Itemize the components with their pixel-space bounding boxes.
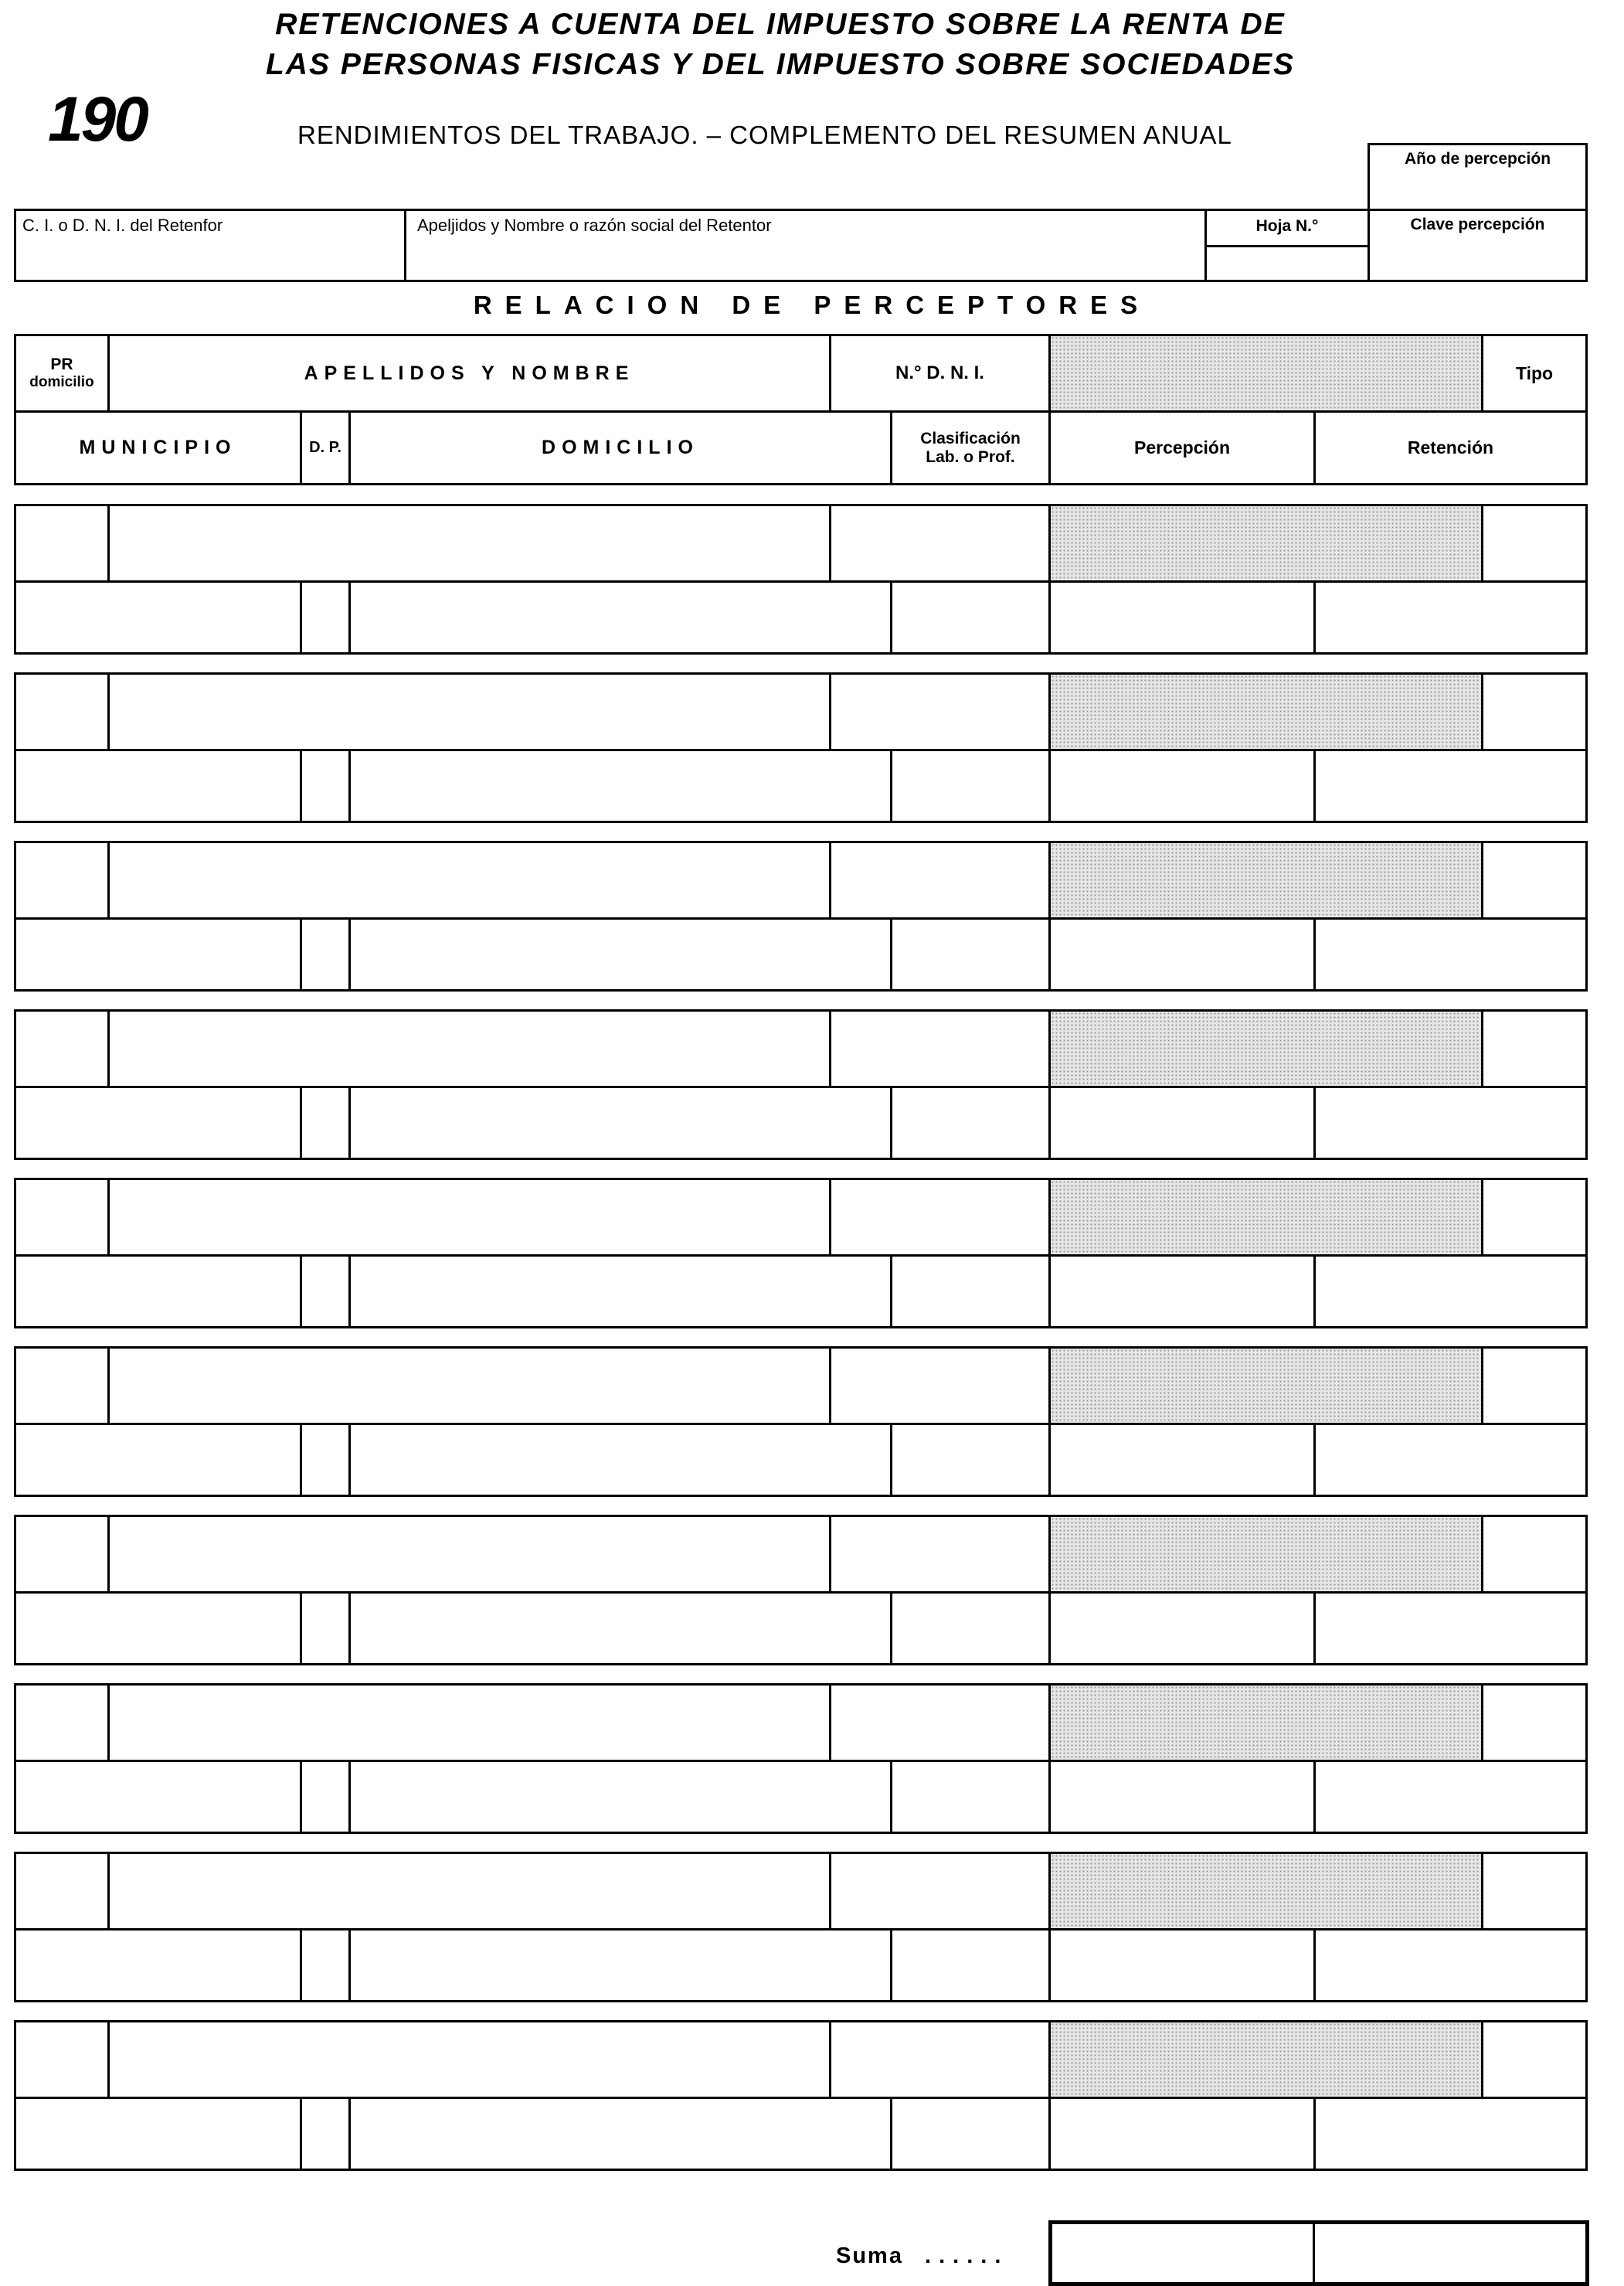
entry-clasificacion-field[interactable] [892,1088,1048,1158]
entry-tipo-field[interactable] [1483,1686,1585,1760]
entry-retencion-field[interactable] [1316,1425,1585,1495]
entry-municipio-field[interactable] [16,1594,300,1663]
entry-municipio-field[interactable] [16,1257,300,1326]
entry-dp-field[interactable] [302,1088,348,1158]
anio-percepcion-label: Año de percepción [1404,150,1551,168]
entry-dni-field[interactable] [831,1012,1048,1086]
col-pr-domicilio [16,336,107,410]
entry-dni-field[interactable] [831,1349,1048,1423]
entry-clasificacion-field[interactable] [892,1931,1048,2000]
entry-dni-field[interactable] [831,1854,1048,1928]
entry-shaded-area [1051,1180,1481,1254]
entry-apellidos-field[interactable] [110,1854,829,1928]
nombre-retenedor-label: Apeljidos y Nombre o razón social del Retentor [417,216,772,235]
col-retencion: Retención [1407,437,1494,458]
column-header-block [14,334,1588,485]
entry-pr-field[interactable] [16,1012,107,1086]
perceptor-entry [14,841,1588,992]
entry-apellidos-field[interactable] [110,843,829,917]
entry-pr-field[interactable] [16,843,107,917]
entry-tipo-field[interactable] [1483,1349,1585,1423]
entry-percepcion-field[interactable] [1051,1088,1313,1158]
entry-dni-field[interactable] [831,675,1048,749]
suma-retencion-field[interactable] [1315,2224,1585,2282]
entry-domicilio-field[interactable] [351,1762,890,1832]
perceptor-entry [14,1852,1588,2002]
entry-tipo-field[interactable] [1483,1517,1585,1591]
entry-shaded-area [1051,1349,1481,1423]
entry-municipio-field[interactable] [16,1762,300,1832]
entry-percepcion-field[interactable] [1051,583,1313,652]
entry-percepcion-field[interactable] [1051,1594,1313,1663]
cif-retenedor-label: C. I. o D. N. I. del Retenfor [22,216,223,235]
entry-pr-field[interactable] [16,1517,107,1591]
suma-totals-box [1048,2220,1589,2286]
entry-domicilio-field[interactable] [351,1594,890,1663]
entry-dni-field[interactable] [831,1180,1048,1254]
entry-apellidos-field[interactable] [110,675,829,749]
nombre-retenedor-field[interactable] [406,211,1204,280]
col-pr-label: PR [50,355,73,373]
entry-apellidos-field[interactable] [110,1012,829,1086]
entry-dni-field[interactable] [831,1686,1048,1760]
entry-pr-field[interactable] [16,1854,107,1928]
entry-tipo-field[interactable] [1483,2022,1585,2097]
entry-shaded-area [1051,2022,1481,2097]
entry-apellidos-field[interactable] [110,1517,829,1591]
entry-pr-field[interactable] [16,675,107,749]
entry-clasificacion-field[interactable] [892,583,1048,652]
entry-tipo-field[interactable] [1483,1012,1585,1086]
col-apellidos-nombre: APELLIDOS Y NOMBRE [304,362,635,384]
entry-domicilio-field[interactable] [351,1425,890,1495]
entry-domicilio-field[interactable] [351,2099,890,2169]
entry-retencion-field[interactable] [1316,1257,1585,1326]
perceptor-entry [14,1178,1588,1328]
entry-dp-field[interactable] [302,1425,348,1495]
entry-pr-field[interactable] [16,1349,107,1423]
entry-shaded-area [1051,506,1481,580]
form-subtitle: RENDIMIENTOS DEL TRABAJO. – COMPLEMENTO DEL RESUMEN ANUAL [297,121,1232,149]
entry-pr-field[interactable] [16,2022,107,2097]
entry-dp-field[interactable] [302,1594,348,1663]
entry-clasificacion-field[interactable] [892,1762,1048,1832]
entry-apellidos-field[interactable] [110,1349,829,1423]
clave-percepcion-field[interactable] [1370,211,1585,280]
entry-dni-field[interactable] [831,843,1048,917]
entry-retencion-field[interactable] [1316,1594,1585,1663]
entry-dni-field[interactable] [831,506,1048,580]
entry-municipio-field[interactable] [16,751,300,821]
entry-pr-field[interactable] [16,1180,107,1254]
col-tipo: Tipo [1515,362,1554,383]
perceptor-entry [14,1683,1588,1834]
section-title: RELACION DE PERCEPTORES [473,291,1151,319]
perceptor-entry [14,672,1588,823]
entry-municipio-field[interactable] [16,920,300,989]
anio-percepcion-box[interactable] [1367,143,1588,211]
entry-tipo-field[interactable] [1483,506,1585,580]
perceptor-entry [14,504,1588,655]
entry-clasificacion-field[interactable] [892,1425,1048,1495]
entry-domicilio-field[interactable] [351,583,890,652]
col-dni: N.° D. N. I. [895,362,984,383]
suma-dots: ...... [925,2243,1009,2268]
entry-domicilio-field[interactable] [351,920,890,989]
entry-dp-field[interactable] [302,1257,348,1326]
col-municipio: MUNICIPIO [79,437,237,458]
entry-municipio-field[interactable] [16,1931,300,2000]
entry-pr-field[interactable] [16,1686,107,1760]
hoja-number-label: Hoja N.° [1255,217,1319,235]
entry-dp-field[interactable] [302,751,348,821]
entry-pr-field[interactable] [16,506,107,580]
form-number: 190 [48,84,147,155]
entry-percepcion-field[interactable] [1051,1425,1313,1495]
retenedor-identification-row [14,209,1588,282]
entry-retencion-field[interactable] [1316,1088,1585,1158]
entry-retencion-field[interactable] [1316,751,1585,821]
entry-clasificacion-field[interactable] [892,920,1048,989]
entry-municipio-field[interactable] [16,583,300,652]
col-dp: D. P. [309,439,341,456]
entry-percepcion-field[interactable] [1051,751,1313,821]
perceptor-entry [14,2020,1588,2171]
entry-apellidos-field[interactable] [110,506,829,580]
entry-domicilio-field[interactable] [351,751,890,821]
entry-apellidos-field[interactable] [110,2022,829,2097]
entry-retencion-field[interactable] [1316,920,1585,989]
entry-apellidos-field[interactable] [110,1686,829,1760]
col-clasificacion-line-2: Lab. o Prof. [926,447,1015,466]
entry-retencion-field[interactable] [1316,1931,1585,2000]
entry-dp-field[interactable] [302,2099,348,2169]
entry-municipio-field[interactable] [16,1425,300,1495]
entry-municipio-field[interactable] [16,1088,300,1158]
entry-clasificacion-field[interactable] [892,2099,1048,2169]
entry-percepcion-field[interactable] [1051,1931,1313,2000]
entry-percepcion-field[interactable] [1051,2099,1313,2169]
entry-domicilio-field[interactable] [351,1257,890,1326]
entry-apellidos-field[interactable] [110,1180,829,1254]
entry-domicilio-field[interactable] [351,1088,890,1158]
entry-dni-field[interactable] [831,1517,1048,1591]
clave-percepcion-label: Clave percepción [1410,216,1545,233]
perceptor-entry [14,1515,1588,1665]
entry-shaded-area [1051,843,1481,917]
perceptor-entry [14,1346,1588,1497]
entry-shaded-area [1051,1854,1481,1928]
entry-percepcion-field[interactable] [1051,1257,1313,1326]
entry-dp-field[interactable] [302,1762,348,1832]
entry-tipo-field[interactable] [1483,843,1585,917]
col-clasificacion-line-1: Clasificación [920,429,1021,447]
col-clasificacion [892,413,1048,483]
entry-clasificacion-field[interactable] [892,1257,1048,1326]
entry-tipo-field[interactable] [1483,1854,1585,1928]
entry-tipo-field[interactable] [1483,675,1585,749]
form-title-line-2: LAS PERSONAS FISICAS Y DEL IMPUESTO SOBRE SOCIEDADES [265,48,1296,81]
entry-shaded-area [1051,1012,1481,1086]
col-domicilio: DOMICILIO [542,437,699,458]
entry-clasificacion-field[interactable] [892,751,1048,821]
entry-dp-field[interactable] [302,583,348,652]
entry-tipo-field[interactable] [1483,1180,1585,1254]
col-domicilio-small-label: domicilio [29,374,94,390]
suma-label [836,2243,1008,2269]
entry-dp-field[interactable] [302,920,348,989]
entry-retencion-field[interactable] [1316,583,1585,652]
entry-percepcion-field[interactable] [1051,920,1313,989]
entry-municipio-field[interactable] [16,2099,300,2169]
shaded-header-area [1051,336,1481,410]
entry-retencion-field[interactable] [1316,1762,1585,1832]
suma-percepcion-field[interactable] [1052,2224,1313,2282]
suma-text: Suma [836,2243,903,2268]
entry-dp-field[interactable] [302,1931,348,2000]
perceptor-entry [14,1009,1588,1160]
entry-dni-field[interactable] [831,2022,1048,2097]
entry-clasificacion-field[interactable] [892,1594,1048,1663]
form-title-line-1: RETENCIONES A CUENTA DEL IMPUESTO SOBRE LA RENTA DE [275,8,1286,41]
entry-retencion-field[interactable] [1316,2099,1585,2169]
entry-shaded-area [1051,1517,1481,1591]
entry-shaded-area [1051,1686,1481,1760]
entry-domicilio-field[interactable] [351,1931,890,2000]
col-percepcion: Percepción [1134,437,1230,458]
cif-retenedor-field[interactable] [16,211,404,280]
entry-shaded-area [1051,675,1481,749]
hoja-number-field[interactable] [1207,211,1367,280]
entry-percepcion-field[interactable] [1051,1762,1313,1832]
